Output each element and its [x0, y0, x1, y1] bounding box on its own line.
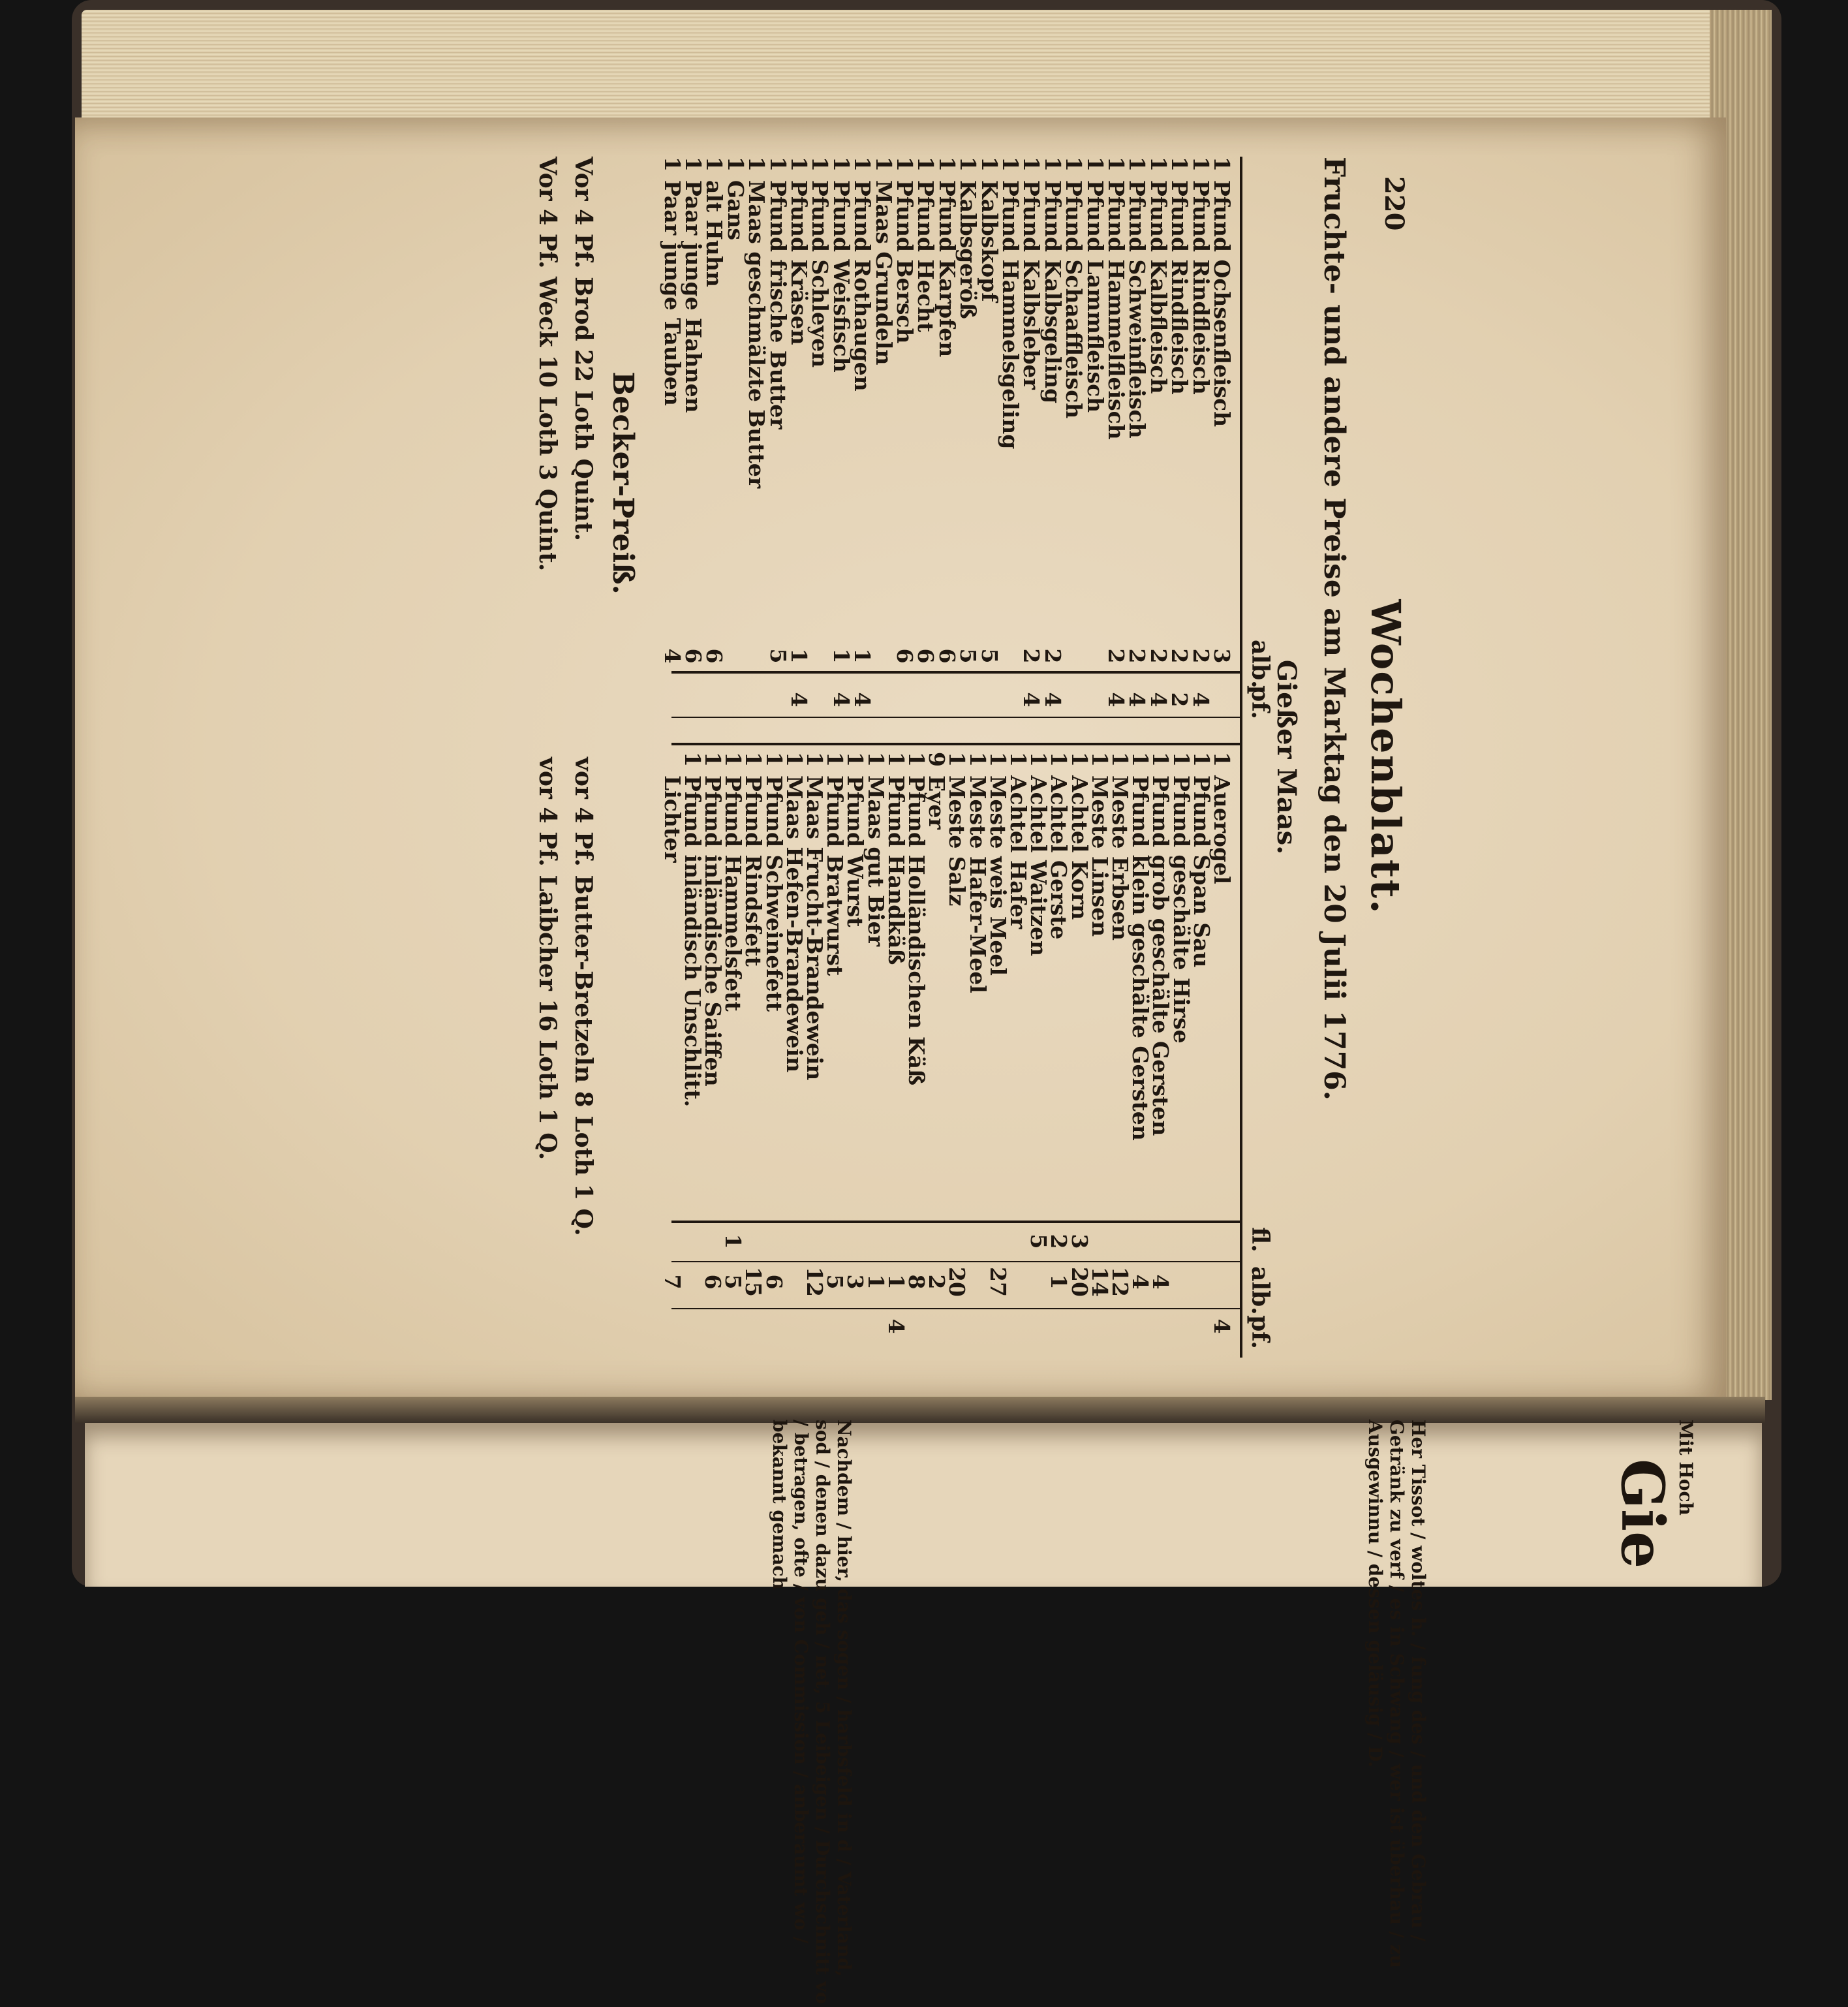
right-column-rule-2 [671, 1261, 1242, 1262]
item-name: Achtel Korn [1066, 775, 1092, 920]
item-name: Pfund Weisfisch [828, 180, 854, 373]
price-alb: 5 [765, 648, 791, 664]
item-qty: 1 [934, 157, 960, 172]
item-qty: 1 [659, 157, 685, 172]
item-qty: 1 [1188, 752, 1214, 767]
item-name: Pfund Hammelsgeling [998, 180, 1023, 450]
item-qty: 1 [944, 752, 970, 767]
item-name: Pfund Hammelsfett [720, 775, 747, 1012]
price-alb: 6 [761, 1274, 787, 1290]
price-pf: 4 [1103, 692, 1129, 708]
item-qty: 1 [828, 157, 854, 172]
right-header-pf: pf. [1246, 1315, 1274, 1349]
item-qty: 1 [1046, 752, 1072, 767]
item-name: Pfund klein geschälte Gersten [1128, 775, 1154, 1141]
item-name: Pfund Kalbfleisch [1145, 180, 1171, 394]
item-qty: 1 [913, 157, 939, 172]
price-alb: 5 [976, 648, 1002, 664]
left-column-rule-2 [671, 717, 1242, 718]
facing-page-title: Gie [1608, 1459, 1677, 1569]
item-name: Pfund Handkäß [883, 775, 909, 965]
item-qty: 1 [1145, 157, 1171, 172]
item-qty: 1 [892, 157, 917, 172]
item-qty: 1 [761, 752, 787, 767]
price-alb: 6 [700, 1274, 726, 1290]
bakery-row-4: vor 4 Pf. Laibcher 16 Loth 1 Q. [534, 757, 561, 1160]
item-qty: 1 [822, 752, 848, 767]
item-qty: 1 [1103, 157, 1129, 172]
item-name: Eyer [924, 775, 950, 830]
right-table-row [655, 752, 689, 1352]
facing-page-column-1: Her Tissot / woltes h. / fung des / und den Gebrau / Getränk zu verf / es in Schwang / wer ist überhau / zu Ausgewinnu / dessen geläusig / D. [1364, 1420, 1429, 1968]
item-name: Paar junge Hahnen [681, 180, 706, 413]
item-qty: 1 [1168, 752, 1194, 767]
item-name: Pfund Ochsenfleisch [1209, 180, 1235, 428]
facing-page-column-2: Nachdem / hier, das sogen / harbsfeld in d / Vaterland, sod / denen dazu geh / net, 5 Leibeigen / Durchschnitt vo / betragen, ofte / von Commission / anberaumt wo / bekannt gemach [769, 1420, 855, 2004]
item-qty: 1 [870, 157, 897, 172]
item-qty: 1 [802, 752, 827, 767]
item-qty: 1 [765, 157, 791, 172]
item-name: Pfund Rindfleisch [1188, 180, 1214, 395]
right-column-rule-3 [671, 1308, 1242, 1309]
price-alb: 1 [828, 648, 854, 664]
item-name: Pfund grob geschälte Gersten [1148, 775, 1174, 1136]
item-qty: 1 [883, 752, 909, 767]
price-alb: 3 [842, 1274, 869, 1290]
item-name: Maas Hefen-Brandewein [781, 775, 807, 1073]
item-name: Pfund inländische Saiffen [700, 775, 726, 1087]
price-fl: 2 [1046, 1234, 1072, 1249]
subtitle: Fruchte- und andere Preise am Marktag den 20 Julii 1776. [1317, 157, 1351, 1101]
item-name: Achtel Gerste [1046, 775, 1072, 940]
price-alb: 2 [1040, 648, 1066, 664]
item-qty: 1 [955, 157, 981, 172]
price-pf: 4 [1019, 692, 1045, 708]
item-name: Pfund Hammelfleisch [1103, 180, 1129, 440]
price-alb: 1 [863, 1274, 889, 1290]
item-qty: 1 [1188, 157, 1214, 172]
price-alb: 12 [802, 1267, 827, 1297]
price-alb: 14 [1086, 1267, 1113, 1297]
bakery-title: Becker-Preiß. [606, 371, 639, 595]
bakery-row-3: Vor 4 Pf. Weck 10 Loth 3 Quint. [534, 157, 561, 572]
item-qty: 1 [1209, 752, 1235, 767]
price-alb: 6 [913, 648, 939, 664]
item-name: Maas Grundeln [870, 180, 897, 366]
item-name: Pfund Schweinfleisch [1124, 180, 1150, 439]
item-name: Pfund geschälte Hirse [1168, 775, 1194, 1044]
bakery-row-1: Vor 4 Pf. Brod 22 Loth Quint. [570, 157, 597, 542]
price-pf: 4 [828, 692, 854, 708]
item-name: Pfund Lammfleisch [1082, 180, 1108, 413]
price-alb: 4 [1128, 1274, 1154, 1290]
item-qty: 1 [1107, 752, 1133, 767]
price-alb: 20 [944, 1267, 970, 1297]
bakery-row-2: vor 4 Pf. Butter-Bretzeln 8 Loth 1 Q. [570, 757, 597, 1236]
right-header-fl: fl. [1246, 1227, 1274, 1252]
item-qty: 1 [1086, 752, 1113, 767]
item-name: Meste Salz [944, 775, 970, 907]
left-header-pf: pf. [1246, 685, 1274, 719]
item-name: Pfund Kalbsgeling [1040, 180, 1066, 404]
price-fl: 5 [1026, 1234, 1052, 1249]
price-pf: 4 [850, 692, 876, 708]
item-qty: 1 [741, 752, 767, 767]
item-qty: 1 [904, 752, 929, 767]
item-qty: 1 [842, 752, 869, 767]
facing-page-fragment [85, 1420, 1703, 2004]
price-alb: 4 [1148, 1274, 1174, 1290]
item-name: Paar junge Tauben [659, 180, 685, 406]
right-column-rule [671, 1221, 1242, 1223]
price-alb: 2 [924, 1274, 950, 1290]
item-name: Achtel Hafer [1006, 775, 1031, 929]
book-gutter [75, 1397, 1765, 1423]
item-qty: 1 [850, 157, 876, 172]
price-alb: 2 [1167, 648, 1193, 664]
item-name: Gans [722, 180, 748, 241]
left-table-row [655, 157, 689, 731]
item-name: Meste Hafer-Meel [964, 775, 991, 993]
price-alb: 4 [659, 648, 685, 664]
item-qty: 1 [1209, 157, 1235, 172]
item-name: Pfund frische Butter [765, 180, 791, 429]
item-name: Meste Erbsen [1107, 775, 1133, 941]
item-qty: 1 [863, 752, 889, 767]
item-qty: 1 [1167, 157, 1193, 172]
item-name: Kalbsgeröß [955, 180, 981, 319]
item-name: Pfund Kräsen [786, 180, 812, 345]
item-name: Pfund Schaaffleisch [1061, 180, 1087, 419]
price-pf: 2 [1167, 692, 1193, 708]
masthead: Wochenblatt. [1362, 599, 1409, 915]
item-name: Pfund Schleyen [807, 180, 833, 368]
price-alb: 5 [822, 1274, 848, 1290]
item-name: Pfund Holländischen Käß [904, 775, 929, 1086]
price-alb: 6 [701, 648, 728, 664]
price-alb: 2 [1103, 648, 1129, 664]
item-qty: 1 [781, 752, 807, 767]
item-name: Pfund Rindfleisch [1167, 180, 1193, 395]
price-pf: 4 [786, 692, 812, 708]
price-alb: 5 [720, 1274, 747, 1290]
price-alb: 6 [681, 648, 706, 664]
item-qty: 1 [1148, 752, 1174, 767]
price-alb: 2 [1145, 648, 1171, 664]
price-alb: 6 [892, 648, 917, 664]
price-alb: 7 [659, 1274, 685, 1290]
item-name: Meste weis Meel [985, 775, 1011, 976]
price-alb: 15 [741, 1267, 767, 1297]
measure-note: Gießer Maas. [1271, 659, 1302, 855]
item-name: Pfund Kalbsleber [1019, 180, 1045, 390]
item-qty: 1 [1128, 752, 1154, 767]
item-name: Pfund inländisch Unschlitt. [679, 775, 705, 1108]
item-qty: 1 [964, 752, 991, 767]
price-fl: 1 [720, 1234, 747, 1249]
item-name: Pfund Schweinefett [761, 775, 787, 1012]
price-pf: 4 [1209, 1318, 1235, 1334]
header-rule [1240, 157, 1242, 1358]
item-qty: 1 [701, 157, 728, 172]
item-qty: 1 [679, 752, 705, 767]
price-alb: 1 [883, 1274, 909, 1290]
item-qty: 1 [807, 157, 833, 172]
item-qty: 1 [681, 157, 706, 172]
price-alb: 8 [904, 1274, 929, 1290]
price-alb: 2 [1019, 648, 1045, 664]
price-alb: 3 [1209, 648, 1235, 664]
item-qty: 1 [700, 752, 726, 767]
facing-page-intro: Mit Hoch [1675, 1420, 1697, 1516]
price-alb: 1 [850, 648, 876, 664]
price-alb: 27 [985, 1267, 1011, 1297]
left-column-rule [671, 671, 1242, 674]
item-qty: 1 [720, 752, 747, 767]
item-qty: 1 [1026, 752, 1052, 767]
price-fl: 3 [1066, 1234, 1092, 1249]
price-alb: 20 [1066, 1267, 1092, 1297]
item-name: Pfund Bersch [892, 180, 917, 344]
price-alb: 1 [1046, 1274, 1072, 1290]
item-qty: 1 [744, 157, 770, 172]
item-qty: 1 [976, 157, 1002, 172]
item-name: Lichter [659, 775, 685, 863]
item-qty: 1 [722, 157, 748, 172]
item-qty: 1 [998, 157, 1023, 172]
price-alb: 2 [1188, 648, 1214, 664]
item-name: Pfund Rothaugen [850, 180, 876, 392]
item-qty: 1 [1040, 157, 1066, 172]
item-name: Maas Frucht-Brandewein [802, 775, 827, 1081]
price-alb: 5 [955, 648, 981, 664]
price-sheet [352, 157, 1409, 1358]
price-alb: 12 [1107, 1267, 1133, 1297]
item-qty: 1 [1066, 752, 1092, 767]
item-name: Auerogel [1209, 775, 1235, 884]
item-name: Kalbskopf [976, 180, 1002, 302]
price-alb: 1 [786, 648, 812, 664]
item-name: Maas geschmälzte Butter [744, 180, 770, 489]
table-divider [671, 743, 1242, 745]
item-name: Pfund Wurst [842, 775, 869, 927]
item-qty: 1 [1019, 157, 1045, 172]
page-block-edges [82, 10, 1716, 131]
item-qty: 1 [1061, 157, 1087, 172]
item-name: Pfund Karpfen [934, 180, 960, 358]
price-pf: 4 [1040, 692, 1066, 708]
item-qty: 9 [924, 752, 950, 767]
item-qty: 1 [1006, 752, 1031, 767]
item-qty: 1 [1082, 157, 1108, 172]
left-header-alb: alb. [1246, 640, 1274, 689]
item-name: alt Huhn [701, 180, 728, 287]
page-number: 220 [1379, 176, 1409, 231]
item-qty: 1 [985, 752, 1011, 767]
price-pf: 4 [883, 1318, 909, 1334]
item-name: Achtel Waitzen [1026, 775, 1052, 957]
item-name: Pfund Bratwurst [822, 775, 848, 976]
item-name: Pfund Rindsfett [741, 775, 767, 967]
price-alb: 6 [934, 648, 960, 664]
item-name: Meste Linsen [1086, 775, 1113, 937]
price-pf: 4 [1145, 692, 1171, 708]
price-pf: 4 [1124, 692, 1150, 708]
item-name: Pfund Span Sau [1188, 775, 1214, 968]
right-header-alb: alb. [1246, 1266, 1274, 1315]
price-alb: 2 [1124, 648, 1150, 664]
item-name: Pfund Hecht [913, 180, 939, 333]
item-name: Maas gut Bier [863, 775, 889, 946]
item-qty: 1 [1124, 157, 1150, 172]
price-pf: 4 [1188, 692, 1214, 708]
item-qty: 1 [786, 157, 812, 172]
